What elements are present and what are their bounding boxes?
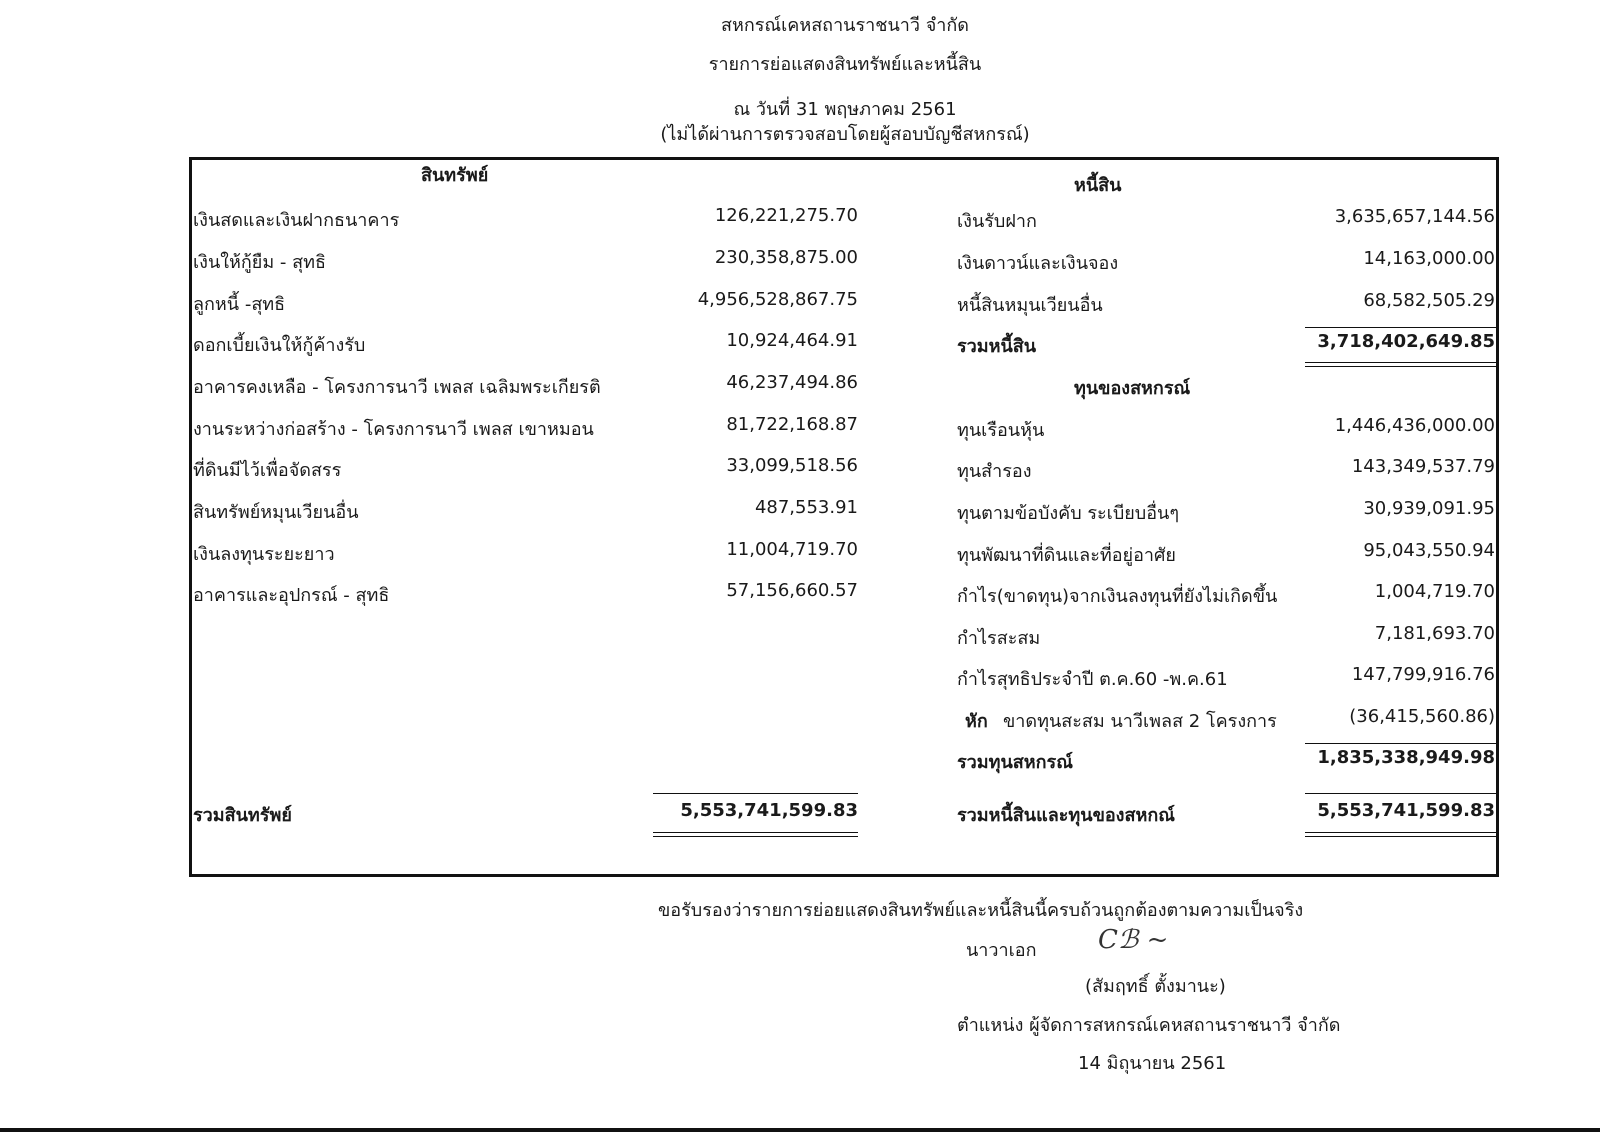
liability-value: 3,635,657,144.56 <box>1334 206 1495 227</box>
equity-total-value: 1,835,338,949.98 <box>1317 747 1495 768</box>
asset-label: ที่ดินมีไว้เพื่อจัดสรร <box>193 460 342 481</box>
asset-label: สินทรัพย์หมุนเวียนอื่น <box>193 502 359 523</box>
equity-label: ทุนพัฒนาที่ดินและที่อยู่อาศัย <box>957 545 1176 566</box>
equity-value: 1,446,436,000.00 <box>1334 415 1495 436</box>
liabilities-heading: หนี้สิน <box>1074 175 1122 196</box>
liability-label: เงินดาวน์และเงินจอง <box>957 253 1119 274</box>
less-value: (36,415,560.86) <box>1349 706 1495 727</box>
assets-total-rule <box>653 793 858 794</box>
asset-value: 126,221,275.70 <box>714 205 858 226</box>
assets-heading: สินทรัพย์ <box>421 165 489 186</box>
asset-value: 33,099,518.56 <box>726 455 858 476</box>
grand-total-value: 5,553,741,599.83 <box>1317 800 1495 821</box>
asset-value: 57,156,660.57 <box>726 580 858 601</box>
equity-value: 7,181,693.70 <box>1374 623 1495 644</box>
certify-text: ขอรับรองว่ารายการย่อยแสดงสินทรัพย์และหนี้สินนี้ครบถ้วนถูกต้องตามความเป็นจริง <box>658 900 1304 921</box>
asset-label: เงินลงทุนระยะยาว <box>193 544 335 565</box>
equity-label: ทุนเรือนหุ้น <box>957 420 1045 441</box>
asset-value: 4,956,528,867.75 <box>697 289 858 310</box>
equity-heading: ทุนของสหกรณ์ <box>1074 378 1191 399</box>
equity-label: กำไรสุทธิประจำปี ต.ค.60 -พ.ค.61 <box>957 669 1228 690</box>
asset-value: 46,237,494.86 <box>726 372 858 393</box>
grand-total-label: รวมหนี้สินและทุนของสหกณ์ <box>957 805 1175 826</box>
equity-label: กำไร(ขาดทุน)จากเงินลงทุนที่ยังไม่เกิดขึ้น <box>957 586 1278 607</box>
liability-value: 14,163,000.00 <box>1363 248 1495 269</box>
less-label: ขาดทุนสะสม นาวีเพลส 2 โครงการ <box>1003 711 1277 732</box>
liability-value: 68,582,505.29 <box>1363 290 1495 311</box>
signer-rank: นาวาเอก <box>966 940 1037 961</box>
equity-value: 1,004,719.70 <box>1374 581 1495 602</box>
asset-value: 230,358,875.00 <box>714 247 858 268</box>
liabilities-total-label: รวมหนี้สิน <box>957 336 1037 357</box>
asset-label: อาคารคงเหลือ - โครงการนาวี เพลส เฉลิมพระเกียรติ <box>193 377 601 398</box>
asset-value: 11,004,719.70 <box>726 539 858 560</box>
report-title: รายการย่อแสดงสินทรัพย์และหนี้สิน <box>708 54 982 75</box>
assets-total-value: 5,553,741,599.83 <box>680 800 858 821</box>
audit-note: (ไม่ได้ผ่านการตรวจสอบโดยผู้สอบบัญชีสหกรณ์) <box>660 124 1030 145</box>
asset-label: งานระหว่างก่อสร้าง - โครงการนาวี เพลส เขาหมอน <box>193 419 594 440</box>
equity-label: ทุนตามข้อบังคับ ระเบียบอื่นๆ <box>957 503 1180 524</box>
asset-label: อาคารและอุปกรณ์ - สุทธิ <box>193 585 390 606</box>
grand-total-rule <box>1305 793 1498 794</box>
asset-value: 487,553.91 <box>754 497 858 518</box>
equity-value: 143,349,537.79 <box>1351 456 1495 477</box>
liabilities-total-value: 3,718,402,649.85 <box>1317 331 1495 352</box>
org-name: สหกรณ์เคหสถานราชนาวี จำกัด <box>721 15 969 36</box>
signature: Cℬ ~ <box>1098 925 1169 955</box>
equity-total-rule <box>1305 743 1498 744</box>
page-bottom-rule <box>0 1128 1600 1132</box>
liability-label: หนี้สินหมุนเวียนอื่น <box>957 295 1103 316</box>
equity-value: 147,799,916.76 <box>1351 664 1495 685</box>
assets-total-double-rule <box>653 832 858 837</box>
equity-total-label: รวมทุนสหกรณ์ <box>957 752 1073 773</box>
equity-value: 30,939,091.95 <box>1363 498 1495 519</box>
equity-label: กำไรสะสม <box>957 628 1041 649</box>
asset-label: เงินให้กู้ยืม - สุทธิ <box>193 252 326 273</box>
report-date: ณ วันที่ 31 พฤษภาคม 2561 <box>733 99 957 120</box>
grand-total-double-rule <box>1305 832 1498 837</box>
equity-value: 95,043,550.94 <box>1363 540 1495 561</box>
asset-value: 10,924,464.91 <box>726 330 858 351</box>
assets-total-label: รวมสินทรัพย์ <box>193 805 292 826</box>
equity-label: ทุนสำรอง <box>957 461 1032 482</box>
asset-label: ดอกเบี้ยเงินให้กู้ค้างรับ <box>193 335 366 356</box>
liabilities-total-rule <box>1305 327 1498 328</box>
less-prefix: หัก <box>965 711 988 732</box>
signer-name: (สัมฤทธิ์ ตั้งมานะ) <box>1085 976 1226 997</box>
liability-label: เงินรับฝาก <box>957 211 1037 232</box>
asset-label: ลูกหนี้ -สุทธิ <box>193 294 286 315</box>
liabilities-total-double-rule <box>1305 362 1498 367</box>
sign-date: 14 มิถุนายน 2561 <box>1078 1053 1227 1074</box>
asset-value: 81,722,168.87 <box>726 414 858 435</box>
asset-label: เงินสดและเงินฝากธนาคาร <box>193 210 400 231</box>
signer-position: ตำแหน่ง ผู้จัดการสหกรณ์เคหสถานราชนาวี จำกัด <box>957 1015 1341 1036</box>
